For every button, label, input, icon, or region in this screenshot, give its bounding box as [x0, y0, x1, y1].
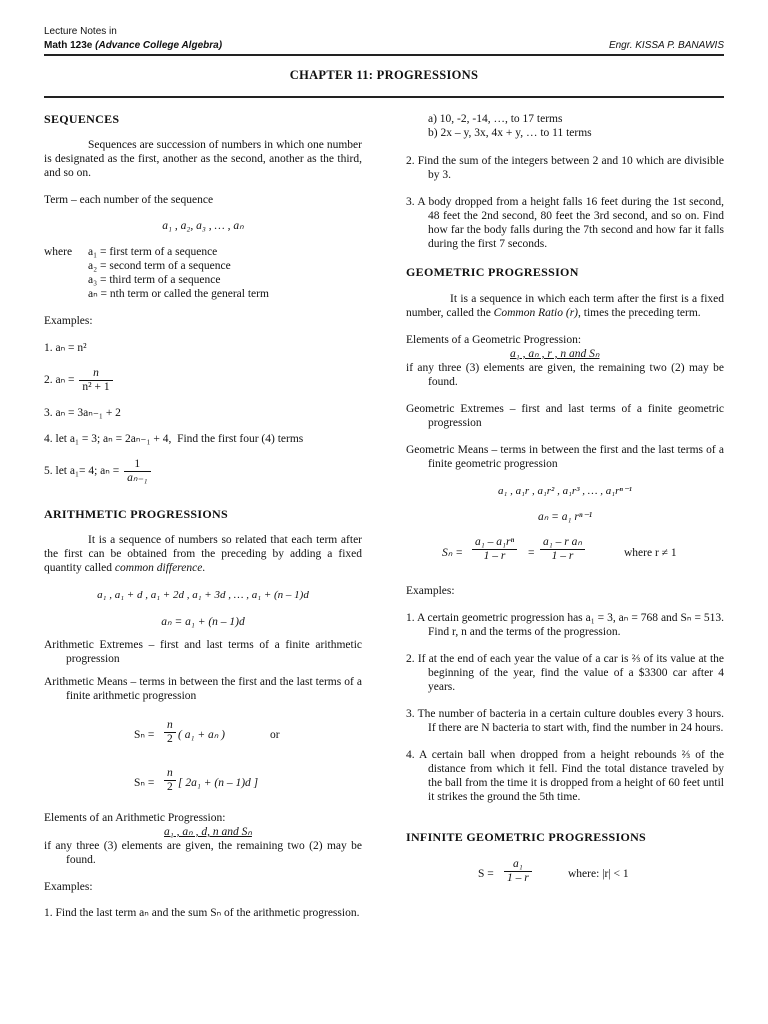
isum-condition: where: |r| < 1: [568, 868, 629, 880]
course-subtitle: (Advance College Algebra): [95, 40, 223, 51]
gsum-numerator-2: a₁ – r aₙ: [540, 536, 585, 550]
arithmetic-heading: ARITHMETIC PROGRESSIONS: [44, 507, 228, 521]
example-5-fraction: [124, 458, 150, 485]
arithmetic-means: Arithmetic Means – terms in between the first and the last terms of a finite arithmetic progression: [44, 676, 362, 702]
sum2-fraction: [164, 767, 176, 794]
examples-2-label: Examples:: [44, 881, 93, 893]
or-label: or: [270, 729, 280, 741]
sequences-definition: Sequences are succession of numbers in which one number is designated as the first, another as the second, another as the third, and so on.: [44, 139, 362, 179]
term-definition: Term – each number of the sequence: [44, 194, 214, 206]
example-1: 1. aₙ = n²: [44, 342, 87, 354]
gp-example-3: 3. The number of bacteria in a certain culture doubles every 3 hours. If there are N bacteria to start with, find the number in 24 hours.: [406, 708, 724, 734]
geometric-def-end: , times the preceding term.: [578, 307, 701, 319]
exercise-2: 2. Find the sum of the integers between 2 and 10 which are divisible by 3.: [406, 155, 724, 181]
gsum-denominator-2: 1 – r: [551, 550, 574, 562]
example-5-numerator: 1: [124, 458, 150, 472]
sum-formula-1: [44, 719, 362, 751]
gsum-condition: where r ≠ 1: [624, 547, 677, 559]
example-2: [44, 367, 362, 394]
where-item-1: a₁ = first term of a sequence: [88, 246, 218, 258]
sum2-numerator: n: [164, 767, 176, 781]
example-2-fraction: [79, 367, 112, 394]
geometric-means: Geometric Means – terms in between the first and the last terms of a finite geometric progression: [406, 444, 724, 470]
sum-formula-2: [44, 767, 362, 799]
gp-example-1: 1. A certain geometric progression has a₁ = 3, aₙ = 768 and Sₙ = 513. Find r, n and the terms of the progression.: [406, 612, 724, 638]
isum-fraction: [504, 858, 532, 885]
course-code: Math 123e: [44, 40, 93, 51]
geometric-definition: [406, 292, 724, 320]
sum1-numerator: n: [164, 719, 176, 733]
example-5-denominator: aₙ₋₁: [127, 472, 148, 484]
where-block: [44, 245, 362, 301]
exercise-1b: b) 2x – y, 3x, 4x + y, … to 11 terms: [428, 127, 592, 139]
example-5-lhs: 5. let a₁= 4; aₙ =: [44, 465, 120, 478]
gsum-numerator-1: a₁ – a₁rⁿ: [472, 536, 517, 550]
chapter-title: CHAPTER 11: PROGRESSIONS: [289, 68, 479, 82]
sum2-denominator: 2: [167, 781, 173, 793]
arithmetic-elements-list: a₁ , aₙ , d, n and Sₙ: [164, 826, 252, 838]
where-item-3: a₃ = third term of a sequence: [88, 274, 221, 286]
geometric-def-text: It is a sequence in which each term after the first is a fixed number, called the: [406, 293, 724, 319]
examples-label: Examples:: [44, 315, 93, 327]
example-5: [44, 458, 362, 485]
example-4-formula: 4. let a₁ = 3; aₙ = 2aₙ₋₁ + 4,: [44, 433, 172, 445]
arithmetic-extremes: Arithmetic Extremes – first and last terms of a finite arithmetic progression: [44, 639, 362, 665]
examples-3-label: Examples:: [406, 585, 455, 597]
gsum-lhs: Sₙ =: [442, 547, 463, 559]
isum-numerator: a₁: [504, 858, 532, 872]
sequence-list: a₁ , a₂, a₃ , … , aₙ: [162, 220, 244, 232]
geometric-nth-term: aₙ = a₁ rⁿ⁻¹: [537, 511, 593, 523]
gsum-denominator-1: 1 – r: [483, 550, 506, 562]
geometric-heading: GEOMETRIC PROGRESSION: [406, 265, 579, 279]
geometric-extremes: Geometric Extremes – first and last terms of a finite geometric progression: [406, 403, 724, 429]
geometric-elements-note: if any three (3) elements are given, the remaining two (2) may be found.: [406, 362, 724, 388]
sum1-lhs: Sₙ =: [134, 729, 155, 741]
sequences-heading: SEQUENCES: [44, 112, 120, 126]
header-author: Engr. KISSA P. BANAWIS: [608, 40, 724, 51]
sum1-fraction: [164, 719, 176, 746]
geometric-elements-heading: Elements of a Geometric Progression:: [406, 334, 582, 346]
gsum-fraction-1: [472, 536, 517, 563]
common-ratio-term: Common Ratio (r): [493, 307, 579, 319]
sum2-lhs: Sₙ =: [134, 777, 155, 789]
example-2-denominator: n² + 1: [82, 381, 110, 393]
right-column: [406, 112, 724, 890]
arithmetic-def-text: It is a sequence of numbers so related that each term after the first can be obtained from the preceding by adding a fixed quantity called: [44, 534, 362, 574]
example-4-task: Find the first four (4) terms: [177, 433, 304, 445]
geometric-list: a₁ , a₁r , a₁r² , a₁r³ , … , a₁rⁿ⁻¹: [498, 485, 632, 497]
infinite-heading: INFINITE GEOMETRIC PROGRESSIONS: [406, 830, 647, 844]
sum1-rhs: ( a₁ + aₙ ): [178, 729, 225, 741]
exercise-3: 3. A body dropped from a height falls 16 feet during the 1st second, 48 feet the 2nd second, 80 feet the 3rd second, and so on. Find how far the body falls during the 7th second and how far it falls during the first 7 seconds.: [406, 196, 724, 250]
example-2-lhs: 2. aₙ =: [44, 374, 75, 387]
arithmetic-nth-term: aₙ = a₁ + (n – 1)d: [161, 616, 245, 628]
isum-lhs: S =: [478, 868, 494, 880]
infinite-sum-formula: [406, 858, 724, 890]
common-difference-term: common difference: [114, 562, 203, 574]
header-rule: [44, 54, 724, 56]
title-rule: [44, 96, 724, 98]
gsum-equals: =: [528, 547, 535, 559]
example-2-numerator: n: [79, 367, 112, 381]
geometric-sum-formula: [406, 536, 724, 570]
example-4: [44, 432, 362, 446]
geometric-elements-list: a₁ , aₙ , r , n and Sₙ: [510, 348, 600, 360]
where-item-4: aₙ = nth term or called the general term: [88, 288, 269, 300]
gp-example-4: 4. A certain ball when dropped from a height rebounds ⅔ of the distance from which it fell. Find the total distance traveled by the ball from the time it is dropped from a height of 60 feet until it strikes the ground the 5th time.: [406, 749, 724, 803]
arithmetic-list: a₁ , a₁ + d , a₁ + 2d , a₁ + 3d , … , a₁ + (n – 1)d: [97, 589, 309, 601]
sum1-denominator: 2: [167, 733, 173, 745]
gp-example-2: 2. If at the end of each year the value of a car is ⅔ of its value at the beginning of the year, find the value of a $3300 car after 4 years.: [406, 653, 724, 693]
gsum-fraction-2: [540, 536, 585, 563]
where-label: where: [44, 246, 73, 258]
exercise-1: 1. Find the last term aₙ and the sum Sₙ of the arithmetic progression.: [44, 907, 360, 919]
arithmetic-definition: It is a sequence of numbers so related that each term after the first can be obtained from the preceding by adding a fixed quantity called common difference.: [44, 534, 362, 574]
header-course: [44, 40, 222, 51]
example-3: 3. aₙ = 3aₙ₋₁ + 2: [44, 407, 121, 419]
isum-denominator: 1 – r: [507, 872, 529, 884]
sum2-rhs: [ 2a₁ + (n – 1)d ]: [178, 777, 259, 789]
where-item-2: a₂ = second term of a sequence: [88, 260, 231, 272]
arithmetic-elements-heading: Elements of an Arithmetic Progression:: [44, 812, 226, 824]
arithmetic-elements-note: if any three (3) elements are given, the remaining two (2) may be found.: [44, 840, 362, 866]
header-line1: Lecture Notes in: [44, 26, 117, 37]
left-column: [44, 112, 362, 920]
exercise-1a: a) 10, -2, -14, …, to 17 terms: [428, 113, 563, 125]
